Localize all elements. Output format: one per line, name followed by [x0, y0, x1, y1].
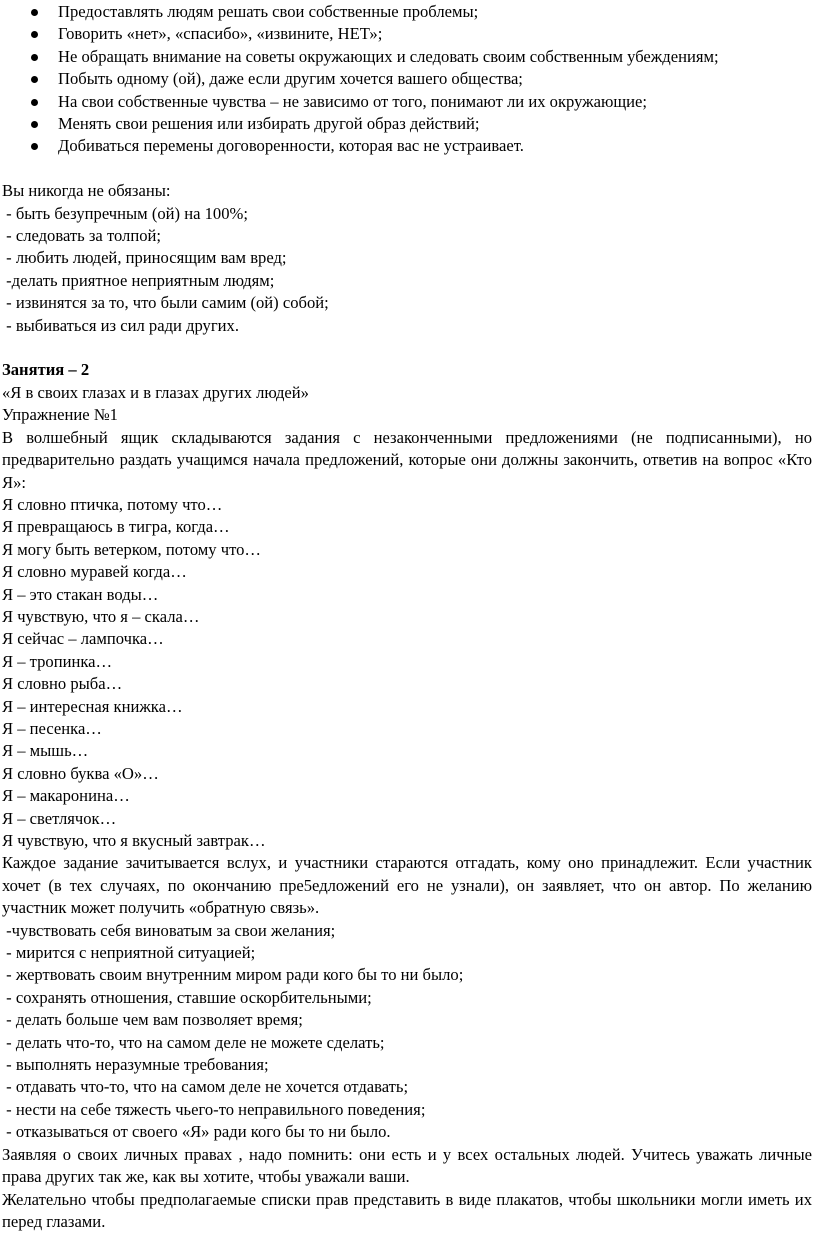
closing-paragraph: Заявляя о своих личных правах , надо помнить: они есть и у всех остальных людей. Учитесь уважать личные права других так же, как вы хотите, чтобы уважали ваши.	[2, 1144, 812, 1189]
list-item: Я словно птичка, потому что…	[2, 494, 812, 516]
spacer	[2, 337, 812, 359]
lesson-subtitle: «Я в своих глазах и в глазах других людей»	[2, 382, 812, 404]
list-item: Менять свои решения или избирать другой образ действий;	[2, 113, 812, 135]
not-obliged-heading: Вы никогда не обязаны:	[2, 180, 812, 202]
list-item: - делать больше чем вам позволяет время;	[2, 1009, 812, 1031]
list-item: - следовать за толпой;	[2, 225, 812, 247]
list-item: - делать что-то, что на самом деле не можете сделать;	[2, 1032, 812, 1054]
list-item: - мирится с неприятной ситуацией;	[2, 942, 812, 964]
list-item: - быть безупречным (ой) на 100%;	[2, 203, 812, 225]
list-item: Я словно муравей когда…	[2, 561, 812, 583]
spacer	[2, 158, 812, 180]
list-item: - отказываться от своего «Я» ради кого бы то ни было.	[2, 1121, 812, 1143]
list-item: - любить людей, приносящим вам вред;	[2, 247, 812, 269]
list-item: Побыть одному (ой), даже если другим хочется вашего общества;	[2, 68, 812, 90]
list-item: - жертвовать своим внутренним миром ради кого бы то ни было;	[2, 964, 812, 986]
list-item: Говорить «нет», «спасибо», «извините, НЕТ»;	[2, 23, 812, 45]
list-item: Я – мышь…	[2, 740, 812, 762]
list-item: - отдавать что-то, что на самом деле не хочется отдавать;	[2, 1076, 812, 1098]
list-item: На свои собственные чувства – не зависимо от того, понимают ли их окружающие;	[2, 91, 812, 113]
list-item: Я – интересная книжка…	[2, 696, 812, 718]
exercise-explanation: Каждое задание зачитывается вслух, и участники стараются отгадать, кому оно принадлежит. Если участник хочет (в тех случаях, по окончанию пре5едложений его не узнали), он заявляет, что он автор. По желанию участник может получить «обратную связь».	[2, 852, 812, 919]
list-item: -чувствовать себя виноватым за свои желания;	[2, 920, 812, 942]
lesson-title: Занятия – 2	[2, 359, 812, 381]
list-item: Я – тропинка…	[2, 651, 812, 673]
not-obliged-list	[2, 203, 812, 337]
list-item: Я – это стакан воды…	[2, 584, 812, 606]
list-item: Я – светлячок…	[2, 808, 812, 830]
closing-paragraph: Желательно чтобы предполагаемые списки прав представить в виде плакатов, чтобы школьники могли иметь их перед глазами.	[2, 1189, 812, 1233]
list-item: Я – макаронина…	[2, 785, 812, 807]
list-item: -делать приятное неприятным людям;	[2, 270, 812, 292]
list-item: Я словно буква «О»…	[2, 763, 812, 785]
list-item: - нести на себе тяжесть чьего-то неправильного поведения;	[2, 1099, 812, 1121]
list-item: Я превращаюсь в тигра, когда…	[2, 516, 812, 538]
exercise-label: Упражнение №1	[2, 404, 812, 426]
rights-bullet-list	[2, 1, 812, 158]
list-item: Я чувствую, что я – скала…	[2, 606, 812, 628]
list-item: Предоставлять людям решать свои собственные проблемы;	[2, 1, 812, 23]
list-item: Я чувствую, что я вкусный завтрак…	[2, 830, 812, 852]
list-item: Я – песенка…	[2, 718, 812, 740]
list-item: - сохранять отношения, ставшие оскорбительными;	[2, 987, 812, 1009]
list-item: Добиваться перемены договоренности, которая вас не устраивает.	[2, 135, 812, 157]
list-item: - извинятся за то, что были самим (ой) собой;	[2, 292, 812, 314]
list-item: Не обращать внимание на советы окружающих и следовать своим собственным убеждениям;	[2, 46, 812, 68]
exercise-intro: В волшебный ящик складываются задания с незаконченными предложениями (не подписанными), но предварительно раздать учащимся начала предложений, которые они должны закончить, ответив на вопрос «Кто Я»:	[2, 427, 812, 494]
list-item: - выполнять неразумные требования;	[2, 1054, 812, 1076]
list-item: Я словно рыба…	[2, 673, 812, 695]
list-item: Я сейчас – лампочка…	[2, 628, 812, 650]
list-item: - выбиваться из сил ради других.	[2, 315, 812, 337]
list-item: Я могу быть ветерком, потому что…	[2, 539, 812, 561]
sentence-starters-list	[2, 494, 812, 853]
second-list	[2, 920, 812, 1144]
